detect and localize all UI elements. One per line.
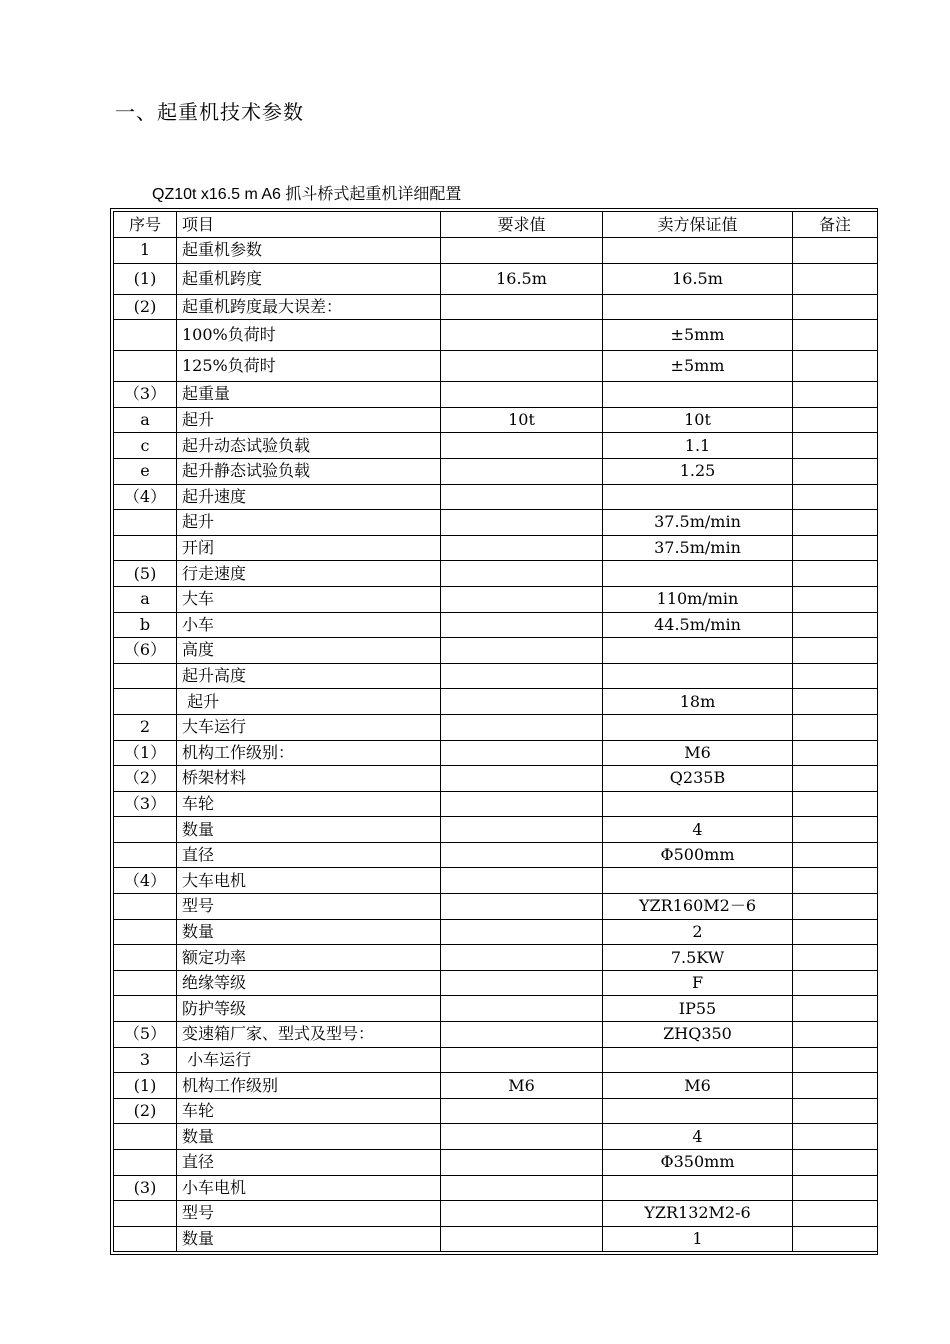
table-row: [114, 766, 878, 792]
cell-item: 大车: [177, 586, 441, 612]
table-row: [114, 561, 878, 587]
cell-item: 起升: [177, 689, 441, 715]
table-row: [114, 714, 878, 740]
table-row: [114, 263, 878, 294]
cell-required: [441, 1047, 603, 1073]
table-row: [114, 868, 878, 894]
cell-required: [441, 791, 603, 817]
cell-item: 数量: [177, 1226, 441, 1252]
cell-required: M6: [441, 1073, 603, 1099]
cell-remarks: [793, 919, 878, 945]
cell-item: 起重量: [177, 382, 441, 408]
cell-remarks: [793, 294, 878, 320]
cell-index: [114, 689, 177, 715]
cell-index: （5）: [114, 1022, 177, 1048]
cell-item: 起升: [177, 407, 441, 433]
table-row: [114, 740, 878, 766]
cell-guaranteed: ZHQ350: [603, 1022, 793, 1048]
cell-item: 小车: [177, 612, 441, 638]
cell-index: [114, 1150, 177, 1176]
table-row: [114, 663, 878, 689]
cell-required: [441, 351, 603, 382]
cell-remarks: [793, 791, 878, 817]
cell-remarks: [793, 407, 878, 433]
cell-item: 车轮: [177, 791, 441, 817]
cell-remarks: [793, 586, 878, 612]
cell-required: 16.5m: [441, 263, 603, 294]
cell-guaranteed: 1: [603, 1226, 793, 1252]
table-row: [114, 1047, 878, 1073]
cell-item: 小车运行: [177, 1047, 441, 1073]
cell-required: [441, 586, 603, 612]
cell-guaranteed: 1.25: [603, 458, 793, 484]
cell-guaranteed: 2: [603, 919, 793, 945]
cell-guaranteed: IP55: [603, 996, 793, 1022]
cell-required: [441, 638, 603, 664]
cell-item: 开闭: [177, 535, 441, 561]
cell-guaranteed: 1.1: [603, 433, 793, 459]
cell-guaranteed: Φ500mm: [603, 842, 793, 868]
cell-item: 桥架材料: [177, 766, 441, 792]
cell-required: [441, 663, 603, 689]
cell-required: [441, 320, 603, 351]
cell-guaranteed: [603, 638, 793, 664]
cell-required: [441, 894, 603, 920]
cell-remarks: [793, 663, 878, 689]
cell-index: (1): [114, 263, 177, 294]
table-row: [114, 817, 878, 843]
cell-guaranteed: YZR132M2-6: [603, 1201, 793, 1227]
cell-index: (2): [114, 294, 177, 320]
cell-required: [441, 842, 603, 868]
cell-guaranteed: [603, 1047, 793, 1073]
cell-item: 直径: [177, 1150, 441, 1176]
cell-guaranteed: 16.5m: [603, 263, 793, 294]
cell-item: 起升静态试验负载: [177, 458, 441, 484]
table-row: [114, 458, 878, 484]
cell-item: 起升高度: [177, 663, 441, 689]
table-row: [114, 1226, 878, 1252]
cell-remarks: [793, 535, 878, 561]
cell-index: [114, 945, 177, 971]
cell-index: (2): [114, 1098, 177, 1124]
cell-item: 行走速度: [177, 561, 441, 587]
table-row: [114, 791, 878, 817]
cell-guaranteed: [603, 1098, 793, 1124]
table-row: [114, 1150, 878, 1176]
cell-item: 防护等级: [177, 996, 441, 1022]
cell-item: 起升: [177, 510, 441, 536]
cell-guaranteed: [603, 382, 793, 408]
cell-item: 大车运行: [177, 714, 441, 740]
cell-remarks: [793, 996, 878, 1022]
cell-index: [114, 996, 177, 1022]
cell-required: [441, 945, 603, 971]
cell-index: [114, 320, 177, 351]
cell-item: 高度: [177, 638, 441, 664]
cell-index: c: [114, 433, 177, 459]
cell-item: 变速箱厂家、型式及型号：: [177, 1022, 441, 1048]
cell-remarks: [793, 970, 878, 996]
cell-required: [441, 1201, 603, 1227]
cell-remarks: [793, 320, 878, 351]
cell-remarks: [793, 714, 878, 740]
table-row: [114, 484, 878, 510]
cell-required: [441, 1226, 603, 1252]
cell-required: [441, 689, 603, 715]
cell-remarks: [793, 1124, 878, 1150]
cell-remarks: [793, 1047, 878, 1073]
cell-index: （1）: [114, 740, 177, 766]
cell-remarks: [793, 510, 878, 536]
cell-required: [441, 740, 603, 766]
cell-guaranteed: [603, 868, 793, 894]
cell-index: 1: [114, 238, 177, 264]
cell-required: [441, 458, 603, 484]
cell-remarks: [793, 868, 878, 894]
table-row: [114, 535, 878, 561]
cell-index: b: [114, 612, 177, 638]
cell-guaranteed: [603, 238, 793, 264]
cell-required: 10t: [441, 407, 603, 433]
table-row: [114, 1124, 878, 1150]
cell-required: [441, 535, 603, 561]
cell-index: [114, 351, 177, 382]
cell-required: [441, 1098, 603, 1124]
table-caption: QZ10t x16.5 m A6 抓斗桥式起重机详细配置: [152, 186, 462, 203]
table-row: [114, 238, 878, 264]
cell-required: [441, 766, 603, 792]
table-row: [114, 433, 878, 459]
cell-required: [441, 612, 603, 638]
cell-index: (3): [114, 1175, 177, 1201]
table-header-row: [114, 212, 878, 238]
cell-guaranteed: [603, 561, 793, 587]
cell-index: [114, 894, 177, 920]
table-row: [114, 612, 878, 638]
cell-required: [441, 433, 603, 459]
cell-guaranteed: 37.5m/min: [603, 510, 793, 536]
cell-item: 机构工作级别：: [177, 740, 441, 766]
table-body: [114, 238, 878, 1252]
cell-remarks: [793, 817, 878, 843]
cell-item: 起重机跨度最大误差：: [177, 294, 441, 320]
cell-required: [441, 510, 603, 536]
cell-item: 起升速度: [177, 484, 441, 510]
cell-item: 125%负荷时: [177, 351, 441, 382]
cell-remarks: [793, 458, 878, 484]
table-row: [114, 351, 878, 382]
cell-required: [441, 382, 603, 408]
cell-required: [441, 868, 603, 894]
cell-remarks: [793, 561, 878, 587]
cell-required: [441, 817, 603, 843]
cell-remarks: [793, 638, 878, 664]
cell-remarks: [793, 842, 878, 868]
cell-index: （4）: [114, 868, 177, 894]
table-row: [114, 1098, 878, 1124]
cell-item: 额定功率: [177, 945, 441, 971]
cell-index: [114, 970, 177, 996]
cell-required: [441, 294, 603, 320]
table-row: [114, 1073, 878, 1099]
cell-index: 3: [114, 1047, 177, 1073]
table-row: [114, 996, 878, 1022]
cell-guaranteed: 10t: [603, 407, 793, 433]
cell-guaranteed: ±5mm: [603, 351, 793, 382]
cell-required: [441, 919, 603, 945]
cell-remarks: [793, 1201, 878, 1227]
cell-required: [441, 970, 603, 996]
cell-remarks: [793, 1098, 878, 1124]
cell-item: 起升动态试验负载: [177, 433, 441, 459]
table-row: [114, 842, 878, 868]
cell-required: [441, 1124, 603, 1150]
cell-index: [114, 1226, 177, 1252]
cell-item: 直径: [177, 842, 441, 868]
section-heading: 一、起重机技术参数: [115, 100, 304, 124]
table-row: [114, 919, 878, 945]
table-row: [114, 320, 878, 351]
table-row: [114, 1022, 878, 1048]
cell-remarks: [793, 689, 878, 715]
cell-remarks: [793, 612, 878, 638]
cell-remarks: [793, 894, 878, 920]
cell-remarks: [793, 382, 878, 408]
cell-guaranteed: 37.5m/min: [603, 535, 793, 561]
cell-item: 车轮: [177, 1098, 441, 1124]
cell-item: 起重机参数: [177, 238, 441, 264]
cell-index: （4）: [114, 484, 177, 510]
cell-remarks: [793, 1073, 878, 1099]
table-row: [114, 1201, 878, 1227]
cell-index: (1): [114, 1073, 177, 1099]
cell-index: (5): [114, 561, 177, 587]
table-row: [114, 382, 878, 408]
cell-guaranteed: 44.5m/min: [603, 612, 793, 638]
cell-index: [114, 535, 177, 561]
cell-item: 100%负荷时: [177, 320, 441, 351]
cell-remarks: [793, 945, 878, 971]
cell-guaranteed: Φ350mm: [603, 1150, 793, 1176]
cell-guaranteed: [603, 791, 793, 817]
cell-remarks: [793, 766, 878, 792]
cell-required: [441, 1022, 603, 1048]
cell-guaranteed: M6: [603, 1073, 793, 1099]
header-guaranteed: 卖方保证值: [603, 212, 793, 238]
cell-item: 型号: [177, 1201, 441, 1227]
table-row: [114, 1175, 878, 1201]
cell-index: a: [114, 586, 177, 612]
cell-index: [114, 663, 177, 689]
cell-item: 小车电机: [177, 1175, 441, 1201]
cell-index: e: [114, 458, 177, 484]
cell-index: [114, 1201, 177, 1227]
cell-guaranteed: [603, 1175, 793, 1201]
cell-guaranteed: F: [603, 970, 793, 996]
cell-guaranteed: [603, 714, 793, 740]
cell-required: [441, 238, 603, 264]
cell-index: （2）: [114, 766, 177, 792]
cell-guaranteed: 18m: [603, 689, 793, 715]
cell-item: 数量: [177, 817, 441, 843]
cell-guaranteed: M6: [603, 740, 793, 766]
cell-index: [114, 510, 177, 536]
cell-index: [114, 817, 177, 843]
header-item: 项目: [177, 212, 441, 238]
cell-index: （6）: [114, 638, 177, 664]
cell-required: [441, 484, 603, 510]
cell-remarks: [793, 238, 878, 264]
cell-guaranteed: Q235B: [603, 766, 793, 792]
cell-index: （3）: [114, 791, 177, 817]
table-row: [114, 970, 878, 996]
cell-required: [441, 714, 603, 740]
cell-item: 大车电机: [177, 868, 441, 894]
cell-item: 数量: [177, 919, 441, 945]
cell-guaranteed: ±5mm: [603, 320, 793, 351]
table-row: [114, 894, 878, 920]
cell-index: a: [114, 407, 177, 433]
header-required: 要求值: [441, 212, 603, 238]
cell-remarks: [793, 740, 878, 766]
header-index: 序号: [114, 212, 177, 238]
cell-required: [441, 561, 603, 587]
table-row: [114, 407, 878, 433]
cell-remarks: [793, 433, 878, 459]
cell-remarks: [793, 263, 878, 294]
cell-guaranteed: 7.5KW: [603, 945, 793, 971]
cell-remarks: [793, 351, 878, 382]
cell-remarks: [793, 1022, 878, 1048]
table-row: [114, 945, 878, 971]
cell-index: [114, 919, 177, 945]
cell-guaranteed: YZR160M2－6: [603, 894, 793, 920]
cell-item: 绝缘等级: [177, 970, 441, 996]
cell-index: （3）: [114, 382, 177, 408]
table-row: [114, 586, 878, 612]
cell-required: [441, 1150, 603, 1176]
cell-remarks: [793, 1175, 878, 1201]
cell-guaranteed: 110m/min: [603, 586, 793, 612]
cell-guaranteed: [603, 294, 793, 320]
spec-table-frame: [110, 208, 878, 1255]
cell-remarks: [793, 484, 878, 510]
cell-item: 型号: [177, 894, 441, 920]
cell-guaranteed: [603, 484, 793, 510]
cell-guaranteed: 4: [603, 1124, 793, 1150]
header-remarks: 备注: [793, 212, 878, 238]
table-row: [114, 638, 878, 664]
table-row: [114, 510, 878, 536]
cell-remarks: [793, 1150, 878, 1176]
cell-index: [114, 842, 177, 868]
cell-index: 2: [114, 714, 177, 740]
table-row: [114, 689, 878, 715]
cell-item: 数量: [177, 1124, 441, 1150]
cell-required: [441, 1175, 603, 1201]
cell-item: 起重机跨度: [177, 263, 441, 294]
cell-required: [441, 996, 603, 1022]
cell-remarks: [793, 1226, 878, 1252]
cell-item: 机构工作级别: [177, 1073, 441, 1099]
table-row: [114, 294, 878, 320]
cell-guaranteed: 4: [603, 817, 793, 843]
spec-table: [113, 211, 878, 1252]
cell-guaranteed: [603, 663, 793, 689]
cell-index: [114, 1124, 177, 1150]
